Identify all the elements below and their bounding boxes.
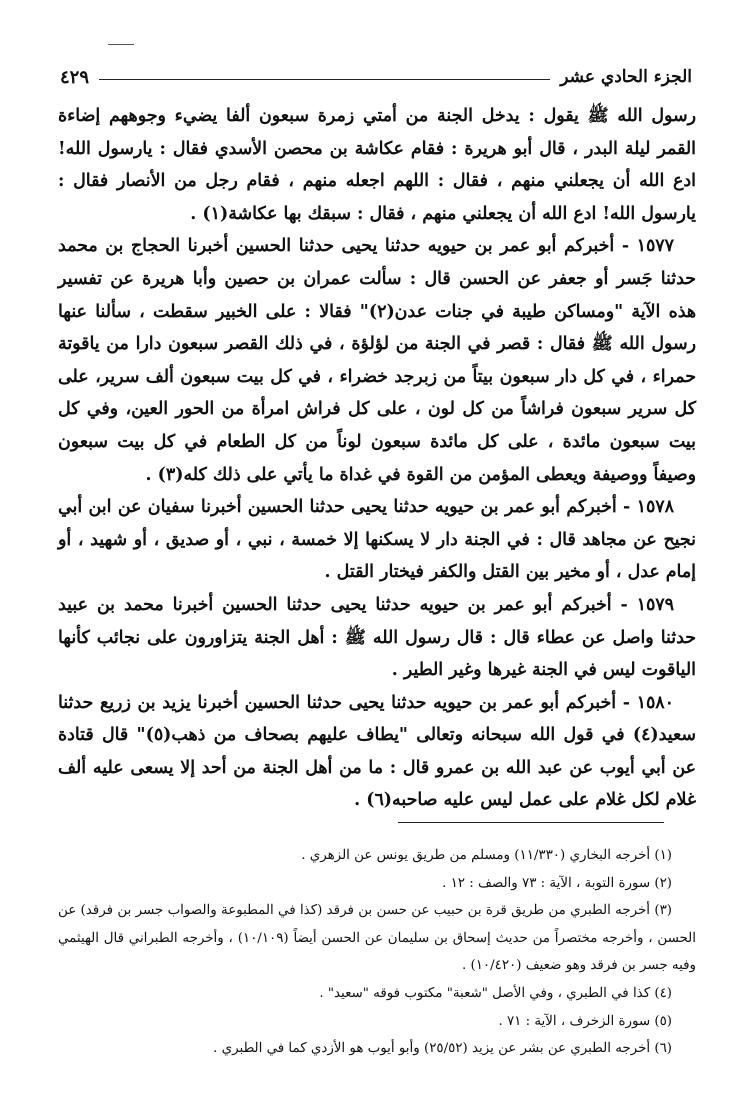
hadith-1578: ١٥٧٨ - أخبركم أبو عمر بن حيويه حدثنا يحيى حدثنا الحسين أخبرنا سفيان عن ابن أبي نجيح عن مجاهد قال : في الجنة دار لا يسكنها إلا خمسة ، نبي ، أو صديق ، أو شهيد ، أو إمام عدل ، أو مخير بين القتل والكفر فيختار القتل . (58, 497, 696, 583)
hadith-1579: ١٥٧٩ - أخبركم أبو عمر بن حيويه حدثنا يحيى حدثنا الحسين أخبرنا محمد بن عبيد حدثنا واصل عن عطاء قال : قال رسول الله ﷺ : أهل الجنة يتزاورون على نجائب كأنها الياقوت ليس في الجنة غيرها وغير الطير . (58, 594, 696, 681)
page-number: ٤٢٩ (60, 66, 90, 88)
page-header (60, 62, 692, 92)
footnote-1: (١) أخرجه البخاري (١١/٣٣٠) ومسلم من طريق يونس عن الزهري . (301, 848, 672, 863)
hadith-1580: ١٥٨٠ - أخبركم أبو عمر بن حيويه حدثنا يحيى حدثنا الحسين أخبرنا يزيد بن زريع حدثنا سعيد(٤) في قول الله سبحانه وتعالى "يطاف عليهم بصحاف من ذهب(٥)" قال قتادة عن أبي أيوب عن عبد الله بن عمرو قال : ما من أهل الجنة من أحد إلا يسعى عليه ألف غلام لكل غلام على عمل ليس عليه صاحبه(٦) . (58, 692, 696, 811)
footnote-2: (٢) سورة التوبة ، الآية : ٧٣ والصف : ١٢ . (442, 875, 672, 891)
running-title: الجزء الحادي عشر (560, 67, 692, 87)
footnote-6: (٦) أخرجه الطبري عن بشر عن يزيد (٢٥/٥٢) وأبو أيوب هو الأزدي كما في الطبري . (213, 1041, 672, 1057)
corner-mark (108, 44, 134, 45)
paragraph-continuation: رسول الله ﷺ يقول : يدخل الجنة من أمتي زمرة سبعون ألفا يضيء وجوههم إضاءة القمر ليلة البدر ، قال أبو هريرة : فقام عكاشة بن محصن الأسدي فقال : يارسول الله! ادع الله أن يجعلني منهم ، فقال : اللهم اجعله منهم ، فقام رجل من الأنصار فقال : يارسول الله! ادع الله أن يجعلني منهم ، فقال : سبقك بها عكاشة(١) . (58, 106, 696, 224)
hadith-1577: ١٥٧٧ - أخبركم أبو عمر بن حيويه حدثنا يحيى حدثنا الحسين أخبرنا الحجاج بن محمد حدثنا جَسر أو جعفر عن الحسن قال : سألت عمران بن حصين وأبا هريرة عن تفسير هذه الآية "ومساكن طيبة في جنات عدن(٢)" فقالا : على الخبير سقطت ، سألنا عنها رسول الله ﷺ فقال : قصر في الجنة من لؤلؤة ، في ذلك القصر سبعون دارا من ياقوتة حمراء ، في كل دار سبعون بيتاً من زبرجد خضراء ، في كل بيت سبعون ألف سرير، على كل سرير سبعون فراشاً من كل لون ، على كل فراش امرأة من الحور العين، وفي كل بيت سبعون مائدة ، على كل مائدة سبعون لوناً من كل الطعام في كل بيت سبعون وصيفاً ووصيفة ويعطى المؤمن من القوة في غداة ما يأتي على ذلك كله(٣) . (58, 236, 696, 485)
footnote-5: (٥) سورة الزخرف ، الآية : ٧١ . (498, 1013, 672, 1029)
footnotes (58, 842, 696, 1063)
header-rule (99, 79, 550, 80)
footnote-3: (٣) أخرجه الطبري من طريق قرة بن حبيب عن حسن بن فرقد (كذا في المطبوعة والصواب جسر بن فرقد) عن الحسن ، وأخرجه مختصراً من حديث إسحاق بن سليمان عن الحسن أيضاً (١٠/١٠٩) ، وأخرجه الطبراني قال الهيثمي وفيه جسر بن فرقد وهو ضعيف (١٠/٤٢٠) . (58, 903, 696, 974)
main-text (58, 100, 696, 817)
footnote-separator (398, 822, 664, 823)
footnote-4: (٤) كذا في الطبري ، وفي الأصل "شعبة" مكتوب فوقه "سعيد" . (319, 985, 672, 1001)
